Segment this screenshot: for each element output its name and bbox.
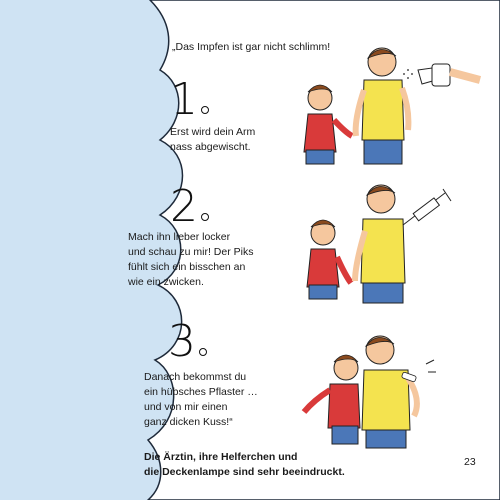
boy-figure	[304, 85, 352, 164]
step-2-text: Mach ihn lieber locker und schau zu mir! Der Piks fühlt sich ein bisschen an wie ein zwicken.	[128, 231, 254, 288]
caption: Die Ärztin, ihre Helferchen und die Deckenlampe sind sehr beeindruckt.	[144, 451, 345, 478]
doctor-figure	[356, 48, 409, 164]
illustration-step-2	[295, 175, 475, 310]
step-1-text: Erst wird dein Arm nass abgewischt.	[170, 126, 256, 153]
doctor-figure	[362, 336, 417, 448]
step-1-number	[170, 74, 209, 125]
illustration-step-1	[290, 40, 490, 170]
spray-bottle-icon	[403, 64, 480, 86]
step-3-digit: 3	[168, 316, 196, 367]
step-1-digit: 1	[170, 74, 198, 125]
step-2-number	[170, 181, 209, 232]
boy-figure	[304, 355, 360, 444]
syringe-icon	[403, 189, 451, 225]
intro-quote: „Das Impfen ist gar nicht schlimm!	[172, 41, 331, 53]
step-3-text: Danach bekommst du ein hübsches Pflaster … und von mir einen ganz dicken Kuss!“	[144, 371, 258, 428]
doctor-figure	[355, 185, 405, 303]
boy-figure	[307, 220, 351, 299]
illustration-step-3	[298, 320, 478, 455]
step-3-number	[168, 316, 207, 367]
motion-lines-icon	[426, 360, 436, 372]
step-2-digit: 2	[170, 181, 198, 232]
page-number: 23	[464, 456, 476, 468]
